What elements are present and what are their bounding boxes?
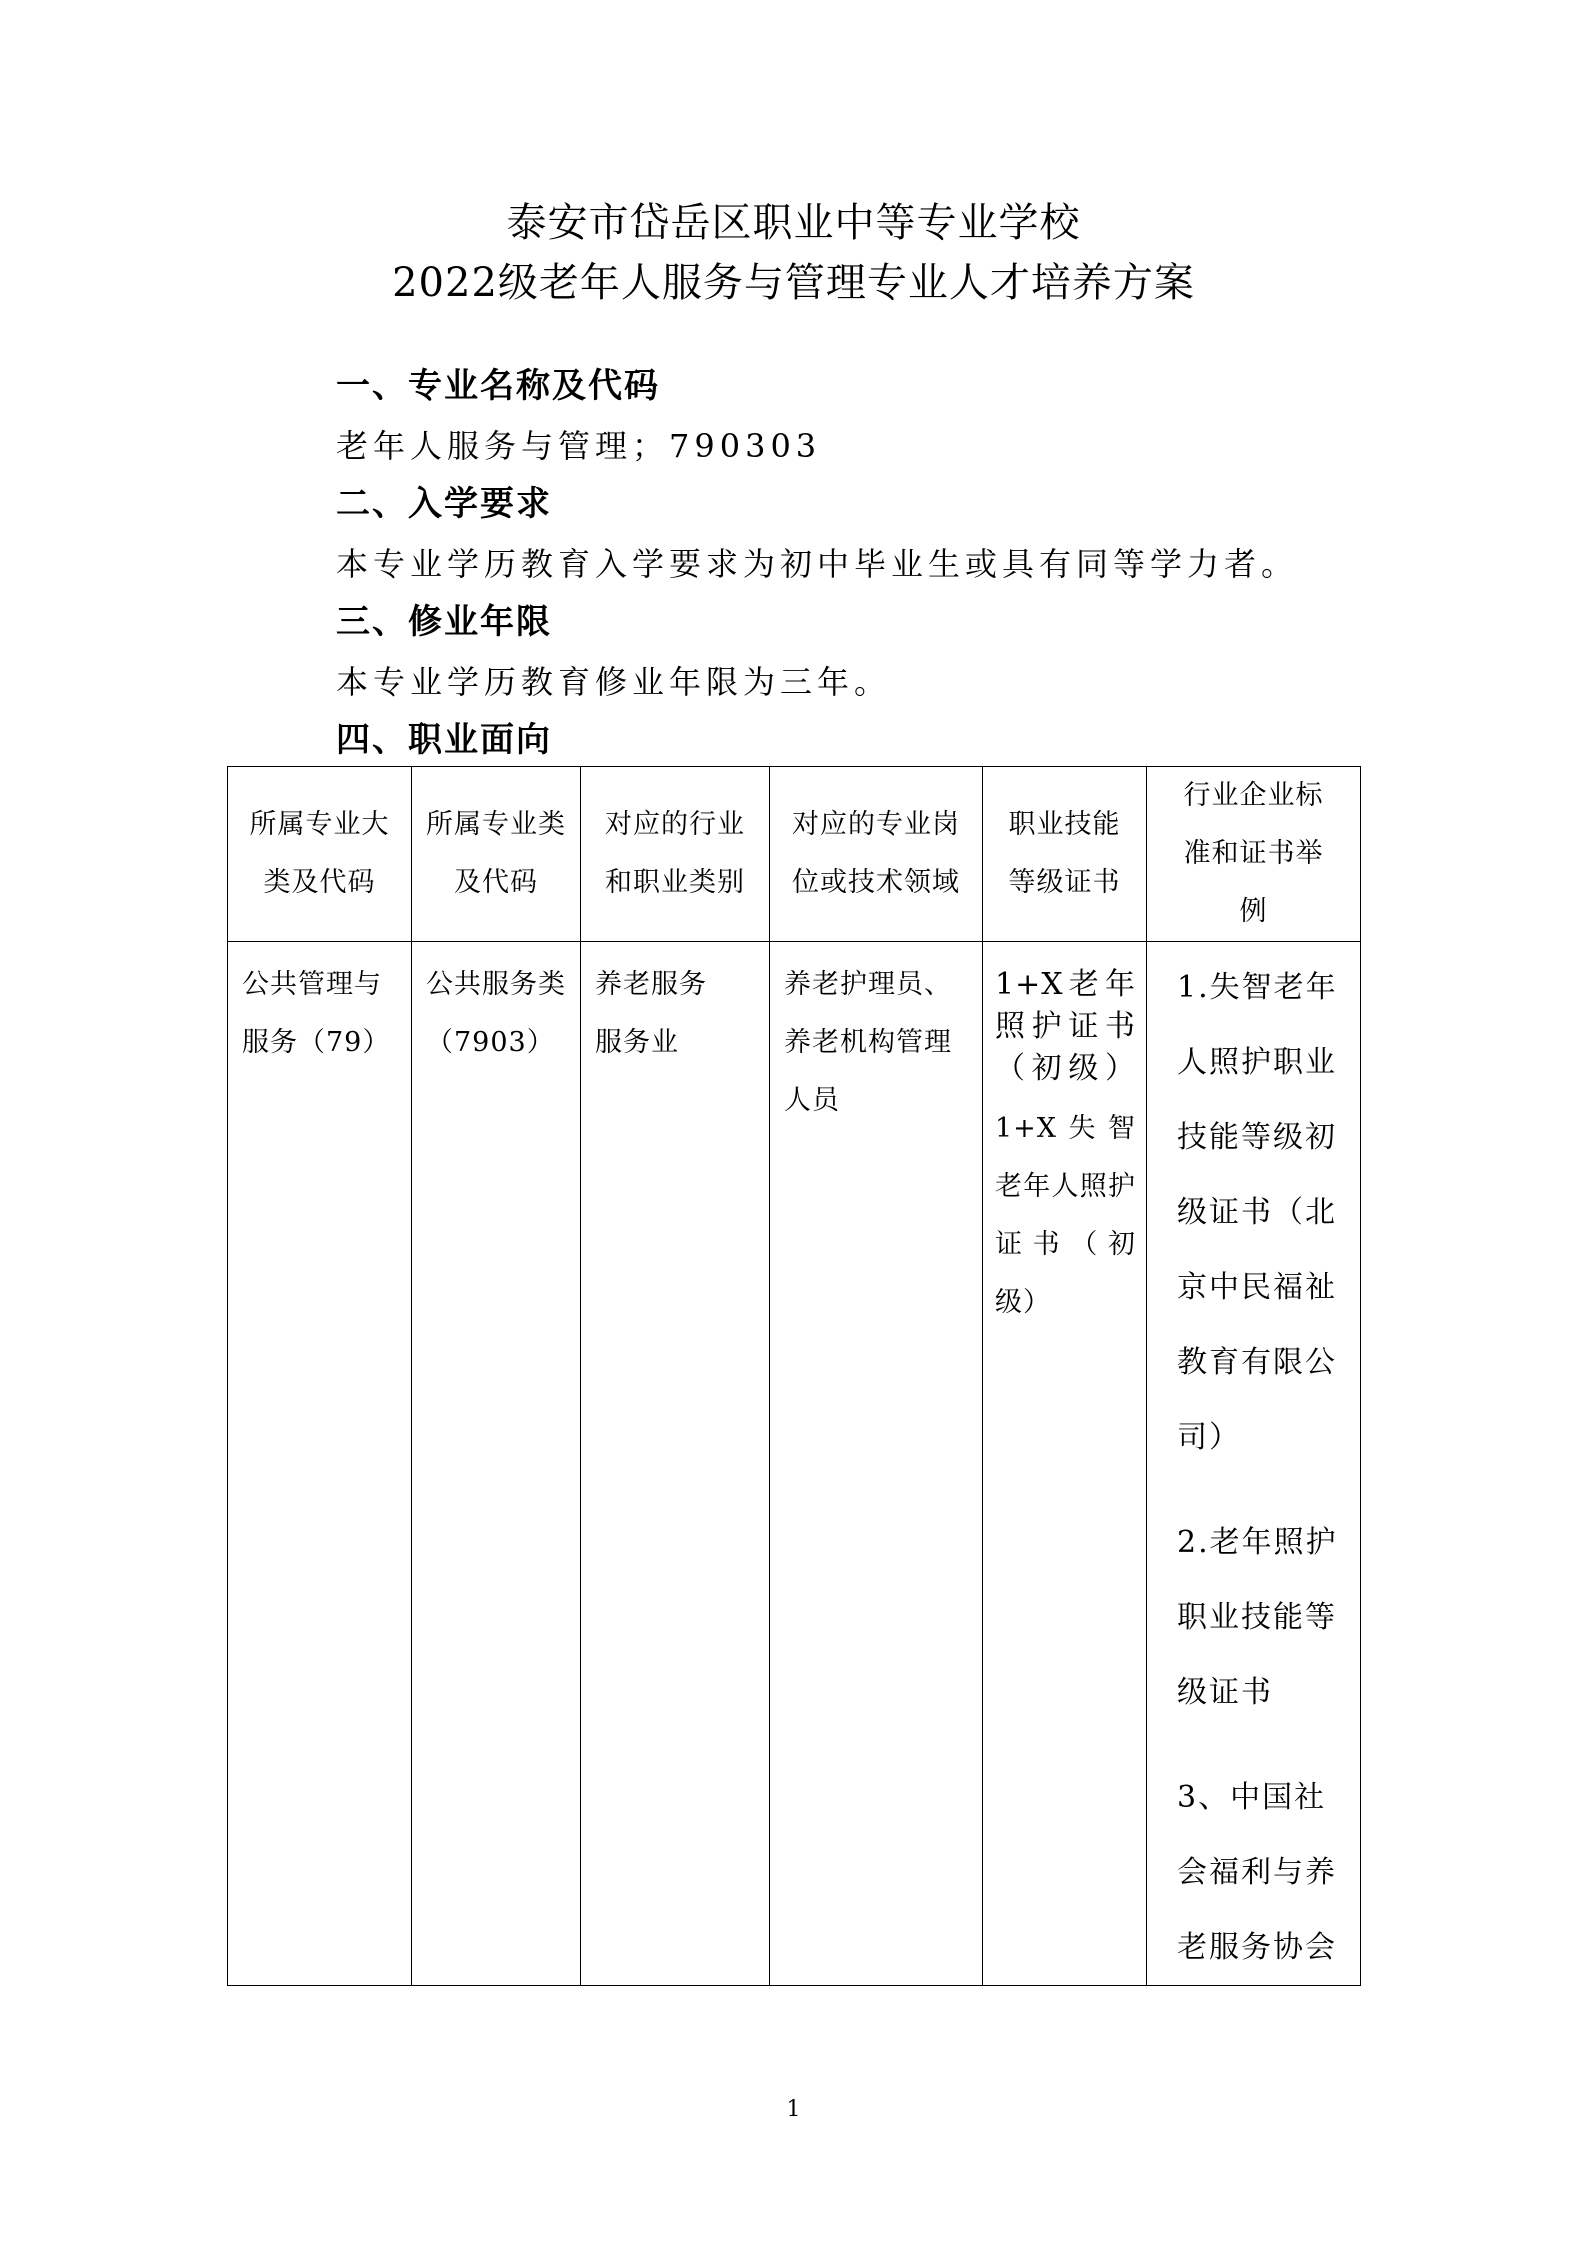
table-cell [228,942,412,1986]
standard-item: 1.失智老年人照护职业技能等级初级证书（北京中民福祉教育有限公司） [1177,970,1338,1455]
section-text-admission: 本专业学历教育入学要求为初中毕业生或具有同等学力者。 [336,545,1299,583]
header-standards: 行业企业标准和证书举例 [1183,780,1324,927]
document-title-line-2: 2022级老年人服务与管理专业人才培养方案 [392,260,1195,306]
section-heading-duration: 三、修业年限 [336,602,552,642]
table-header-cell [228,767,412,942]
certificate-dementia-care: 1+X失智老年人照护证书（初级） [995,1113,1136,1318]
cell-certificates [983,942,1146,1332]
header-major-category: 所属专业大类及代码 [249,809,390,898]
table-header-cell [581,767,770,942]
table-header-cell [1147,767,1361,942]
table-header-cell [983,767,1147,942]
table-cell [770,942,983,1986]
section-heading-career: 四、职业面向 [336,720,552,760]
standard-item: 2.老年照护职业技能等级证书 [1177,1525,1338,1710]
table-cell [581,942,770,1986]
cell-major-class: 公共服务类（7903） [426,969,566,1058]
section-heading-major-name: 一、专业名称及代码 [336,366,660,406]
standard-item: 3、中国社会福利与养老服务协会 [1177,1780,1337,1965]
table-header-cell [770,767,983,942]
table-header-cell [412,767,581,942]
table-cell [983,942,1147,1986]
section-text-major-name: 老年人服务与管理；790303 [336,427,822,465]
career-table [227,766,1361,1986]
cell-major-category: 公共管理与服务（79） [242,969,391,1058]
cell-standards [1147,942,1360,1985]
table-row [228,942,1361,1986]
header-industry: 对应的行业和职业类别 [605,809,745,898]
header-certificates: 职业技能等级证书 [1008,809,1121,898]
section-text-duration: 本专业学历教育修业年限为三年。 [336,663,892,701]
cell-industry: 养老服务服务业 [595,969,707,1058]
table-header-row [228,767,1361,942]
header-positions: 对应的专业岗位或技术领域 [792,809,960,898]
document-title-line-1: 泰安市岱岳区职业中等专业学校 [506,200,1081,246]
certificate-elderly-care: 1+X老年照护证书（初级） [995,967,1136,1086]
table-cell [1147,942,1361,1986]
cell-positions: 养老护理员、养老机构管理人员 [784,969,952,1116]
table-cell [412,942,581,1986]
header-major-class: 所属专业类及代码 [426,809,566,898]
page-number: 1 [786,2097,801,2122]
section-heading-admission: 二、入学要求 [336,484,552,524]
